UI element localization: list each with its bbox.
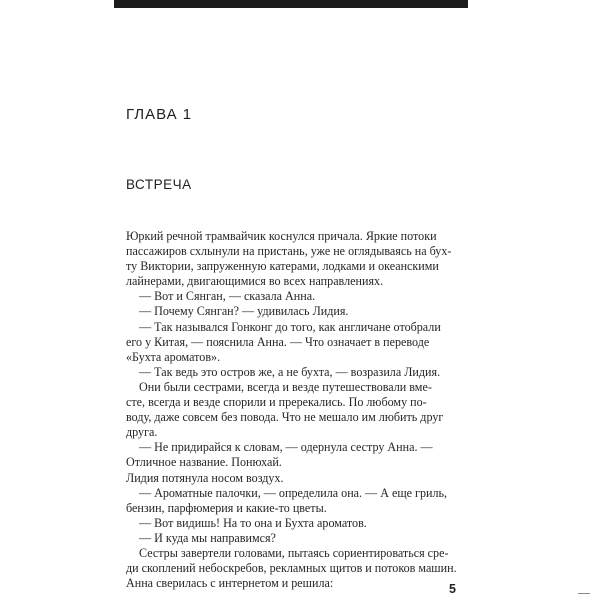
text-line: — Вот и Сянган, — сказала Анна. (139, 289, 316, 304)
text-line: Анна сверилась с интернетом и решила: (126, 576, 334, 591)
text-line: воду, даже совсем без повода. Что не мешало им любить друг (126, 410, 444, 425)
text-line: Юркий речной трамвайчик коснулся причала. Яркие потоки (126, 229, 437, 243)
text-line: сте, всегда и везде спорили и пререкались. По любому по- (126, 395, 427, 410)
text-line: — Ароматные палочки, — определила она. — А еще гриль, (139, 485, 448, 500)
page-number: 5 (449, 582, 456, 596)
text-line: — И куда мы направимся? (139, 530, 276, 545)
text-line: — Почему Сянган? — удивилась Лидия. (139, 304, 349, 319)
text-line: «Бухта ароматов». (126, 349, 221, 364)
text-line: Отличное название. Понюхай. (126, 455, 282, 470)
text-line: бензин, парфюмерия и какие-то цветы. (126, 500, 327, 515)
chapter-heading: ГЛАВА 1 (126, 106, 193, 123)
text-line: ту Виктории, запруженную катерами, лодками и океанскими (126, 259, 439, 274)
text-line: его у Китая, — пояснила Анна. — Что означает в переводе (126, 334, 430, 349)
text-line: Они были сестрами, всегда и везде путешествовали вме- (139, 379, 432, 394)
corner-mark (578, 593, 590, 594)
chapter-title: ВСТРЕЧА (126, 177, 192, 192)
top-decorative-bar (114, 0, 468, 8)
text-line: Сестры завертели головами, пытаясь сориентироваться сре- (139, 545, 449, 560)
text-line: — Так назывался Гонконг до того, как англичане отобрали (139, 319, 441, 334)
text-line: друга. (126, 425, 158, 440)
text-line: ди скоплений небоскребов, рекламных щитов и потоков машин. (126, 561, 457, 576)
text-line: — Не придирайся к словам, — одернула сестру Анна. — (139, 440, 433, 455)
text-line: Лидия потянула носом воздух. (126, 470, 284, 485)
text-line: — Так ведь это остров же, а не бухта, — возразила Лидия. (139, 364, 441, 379)
text-line: лайнерами, двигающимися во всех направлениях. (126, 274, 384, 289)
text-line: — Вот видишь! На то она и Бухта ароматов. (139, 515, 367, 530)
body-text (126, 229, 462, 591)
text-line: пассажиров схлынули на пристань, уже не оглядываясь на бух- (126, 244, 452, 259)
